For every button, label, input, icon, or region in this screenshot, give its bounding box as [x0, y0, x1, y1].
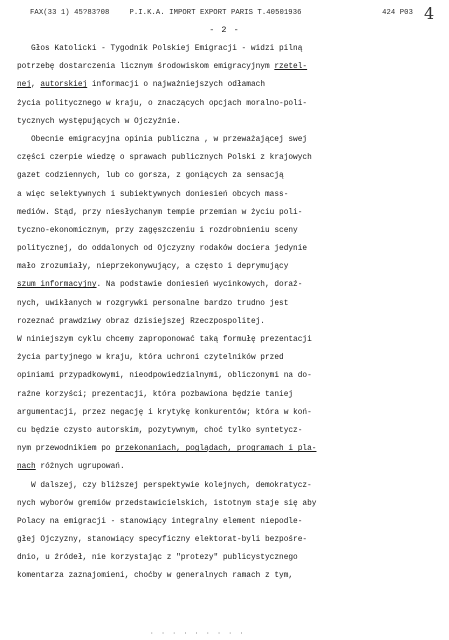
text-segment: nych wyborów gremiów przedstawicielskich, istotnym staje się aby [17, 499, 317, 508]
underlined-text: szum informacyjny [17, 281, 97, 290]
fax-number: FAX(33 1) 45?83?08 [30, 9, 110, 17]
text-segment: różnych ugrupowań. [35, 463, 125, 472]
text-segment: , [31, 81, 41, 90]
text-line [17, 131, 437, 149]
text-line [17, 40, 437, 58]
text-line [17, 331, 437, 349]
text-segment: mediów. Stąd, przy niesłychanym tempie przemian w życiu poli- [17, 208, 303, 217]
body-text [17, 40, 437, 586]
text-segment: nym przewodnikiem po [17, 445, 116, 454]
text-line [17, 95, 437, 113]
text-line [17, 404, 437, 422]
text-line [17, 58, 437, 76]
handwritten-page-mark: 4 [424, 4, 435, 23]
text-line [17, 422, 437, 440]
fax-page-code: 424 P03 [382, 9, 413, 17]
text-line [17, 113, 437, 131]
page-number: - 2 - [209, 25, 240, 35]
text-line [17, 186, 437, 204]
text-line [17, 76, 437, 94]
text-line [17, 513, 437, 531]
text-segment: informacji o najważniejszych odłamach [87, 81, 266, 90]
text-line [17, 295, 437, 313]
text-line [17, 222, 437, 240]
text-segment: Głos Katolicki - Tygodnik Polskiej Emigracji - widzi pilną [31, 45, 303, 53]
text-line [17, 477, 437, 495]
text-segment: gazet codziennych, lub co gorsza, z goniących za sensacją [17, 172, 284, 181]
text-line [17, 240, 437, 258]
fax-header [30, 9, 425, 17]
text-line [17, 567, 437, 585]
text-segment: politycznej, do oddalonych od Ojczyzny rodaków dociera jedynie [17, 245, 308, 254]
text-segment: a więc selektywnych i subiektywnych doniesień obcych mass- [17, 190, 289, 199]
text-line [17, 149, 437, 167]
text-line [17, 204, 437, 222]
text-segment: opiniami przypadkowymi, nieodpowiedzialnymi, obliczonymi na do- [17, 372, 312, 381]
text-segment: potrzebę dostarczenia licznym środowiskom emigracyjnym [17, 63, 275, 72]
text-segment: życia partyjnego w kraju, która uchroni czytelników przed [17, 354, 284, 363]
text-segment: mało zrozumiały, nieprzekonywujący, a często i deprymujący [17, 263, 289, 272]
underlined-text: rzetel- [274, 63, 308, 72]
fax-sender: P.I.K.A. IMPORT EXPORT PARIS T.40501936 [129, 9, 302, 17]
text-line [17, 549, 437, 567]
text-line [17, 495, 437, 513]
text-segment: . Na podstawie doniesień wycinkowych, doraź- [96, 281, 303, 290]
text-segment: życia politycznego w kraju, o znaczących opcjach moralno-poli- [17, 99, 308, 108]
text-line [17, 258, 437, 276]
footer-scan-marks: · · · · · · · · · [150, 630, 246, 637]
text-line [17, 276, 437, 294]
text-segment: części czerpie wiedzę o sprawach publicznych Polski z krajowych [17, 154, 312, 163]
text-segment: nych, uwikłanych w rozgrywki personalne bardzo trudno jest [17, 299, 289, 308]
underlined-text: nej [17, 81, 32, 90]
text-segment: komentarza zaznajomieni, choćby w generalnych ramach z tym, [17, 572, 294, 581]
underlined-text: nach [17, 463, 36, 472]
text-segment: tycznych występujących w Ojczyźnie. [17, 117, 181, 126]
underlined-text: przekonaniach, poglądach, programach i pla- [115, 445, 317, 454]
text-segment: rozeznać prawdziwy obraz dzisiejszej Rzeczpospolitej. [17, 317, 265, 326]
text-segment: Obecnie emigracyjna opinia publiczna , w przeważającej swej [31, 135, 308, 144]
text-line [17, 531, 437, 549]
text-segment: dnio, u źródeł, nie korzystając z "protezy" publicystycznego [17, 554, 298, 563]
text-line [17, 386, 437, 404]
text-line [17, 313, 437, 331]
text-line [17, 349, 437, 367]
text-segment: raźne korzyści; prezentacji, która pozbawiona będzie taniej [17, 390, 294, 399]
text-segment: W niniejszym cyklu chcemy zaproponować taką formułę prezentacji [17, 336, 312, 344]
text-line [17, 167, 437, 185]
text-line [17, 367, 437, 385]
text-segment: Polacy na emigracji - stanowiący integralny element niepodle- [17, 517, 303, 526]
text-line [17, 440, 437, 458]
text-segment: głej Ojczyzny, stanowiący specyficzny elektorat-byli bezpośre- [17, 536, 308, 545]
underlined-text: autorskiej [40, 81, 88, 90]
text-line [17, 458, 437, 476]
text-segment: tyczno-ekonomicznym, przy zagęszczeniu i rozdrobnieniu sceny [17, 226, 298, 235]
text-segment: argumentacji, przez negację i krytykę konkurentów; która w koń- [17, 408, 312, 417]
text-segment: cu będzie czysto autorskim, pozytywnym, choć tylko syntetycz- [17, 426, 303, 435]
text-segment: W dalszej, czy bliższej perspektywie kolejnych, demokratycz- [31, 481, 312, 490]
